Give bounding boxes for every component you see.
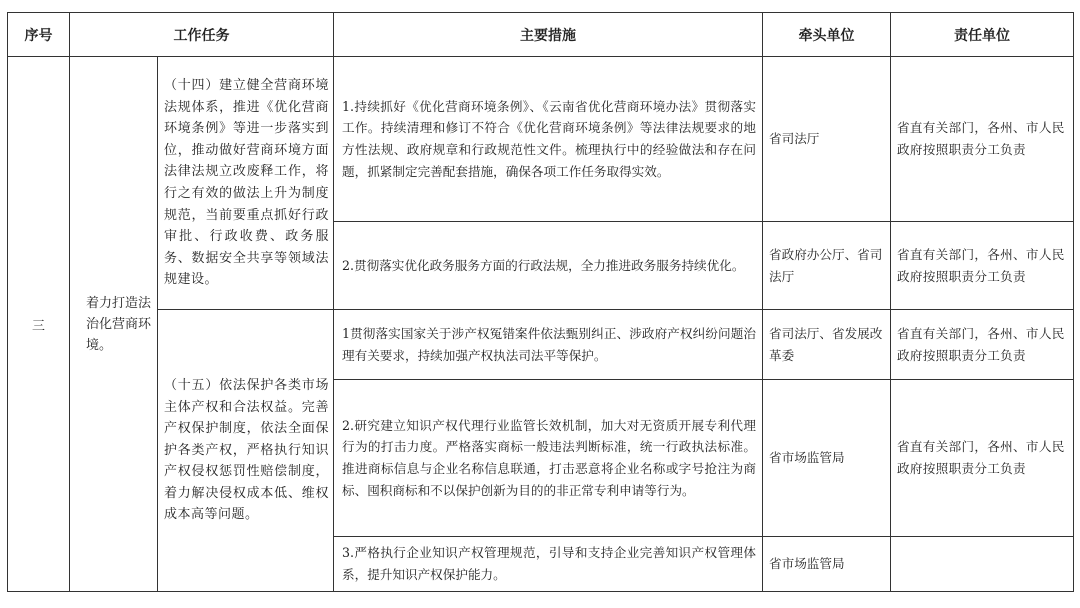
lead-15-1: 省司法厅、省发展改革委 xyxy=(763,310,891,380)
task-15: （十五）依法保护各类市场主体产权和合法权益。完善产权保护制度，依法全面保护各类产权，严格执行知识产权侵权惩罚性赔偿制度，着力解决侵权成本低、维权成本高等问题。 xyxy=(158,310,334,592)
resp-14-2: 省直有关部门，各州、市人民政府按照职责分工负责 xyxy=(891,222,1074,310)
measure-14-1: 1.持续抓好《优化营商环境条例》、《云南省优化营商环境办法》贯彻落实工作。持续清理和修订不符合《优化营商环境条例》等法律法规要求的地方性法规、政府规章和行政规范性文件。梳理执行中的经验做法和存在问题，抓紧制定完善配套措施，确保各项工作任务取得实效。 xyxy=(334,57,763,222)
lead-15-2: 省市场监管局 xyxy=(763,380,891,537)
table-row xyxy=(8,310,1074,380)
header-row xyxy=(8,13,1074,57)
row-seq: 三 xyxy=(8,57,70,592)
lead-15-3: 省市场监管局 xyxy=(763,537,891,592)
header-lead: 牵头单位 xyxy=(763,13,891,57)
resp-15-1: 省直有关部门，各州、市人民政府按照职责分工负责 xyxy=(891,310,1074,380)
header-measures: 主要措施 xyxy=(334,13,763,57)
lead-14-2: 省政府办公厅、省司法厅 xyxy=(763,222,891,310)
table-row xyxy=(8,57,1074,222)
policy-table xyxy=(7,12,1074,592)
resp-15-3 xyxy=(891,537,1074,592)
resp-15-2: 省直有关部门，各州、市人民政府按照职责分工负责 xyxy=(891,380,1074,537)
lead-14-1: 省司法厅 xyxy=(763,57,891,222)
task-14: （十四）建立健全营商环境法规体系，推进《优化营商环境条例》等进一步落实到位，推动做好营商环境方面法律法规立改废释工作，将行之有效的做法上升为制度规范，当前要重点抓好行政审批、行政收费、政务服务、数据安全共享等领域法规建设。 xyxy=(158,57,334,310)
header-resp: 责任单位 xyxy=(891,13,1074,57)
measure-15-3: 3.严格执行企业知识产权管理规范，引导和支持企业完善知识产权管理体系，提升知识产权保护能力。 xyxy=(334,537,763,592)
resp-14-1: 省直有关部门，各州、市人民政府按照职责分工负责 xyxy=(891,57,1074,222)
measure-14-2: 2.贯彻落实优化政务服务方面的行政法规，全力推进政务服务持续优化。 xyxy=(334,222,763,310)
header-seq: 序号 xyxy=(8,13,70,57)
measure-15-2: 2.研究建立知识产权代理行业监管长效机制，加大对无资质开展专利代理行为的打击力度。严格落实商标一般违法判断标准，统一行政执法标准。推进商标信息与企业名称信息联通，打击恶意将企业名称或字号抢注为商标、囤积商标和不以保护创新为目的的非正常专利申请等行为。 xyxy=(334,380,763,537)
row-category: 着力打造法治化营商环境。 xyxy=(70,57,158,592)
header-task: 工作任务 xyxy=(70,13,334,57)
measure-15-1: 1贯彻落实国家关于涉产权冤错案件依法甄别纠正、涉政府产权纠纷问题治理有关要求，持续加强产权执法司法平等保护。 xyxy=(334,310,763,380)
